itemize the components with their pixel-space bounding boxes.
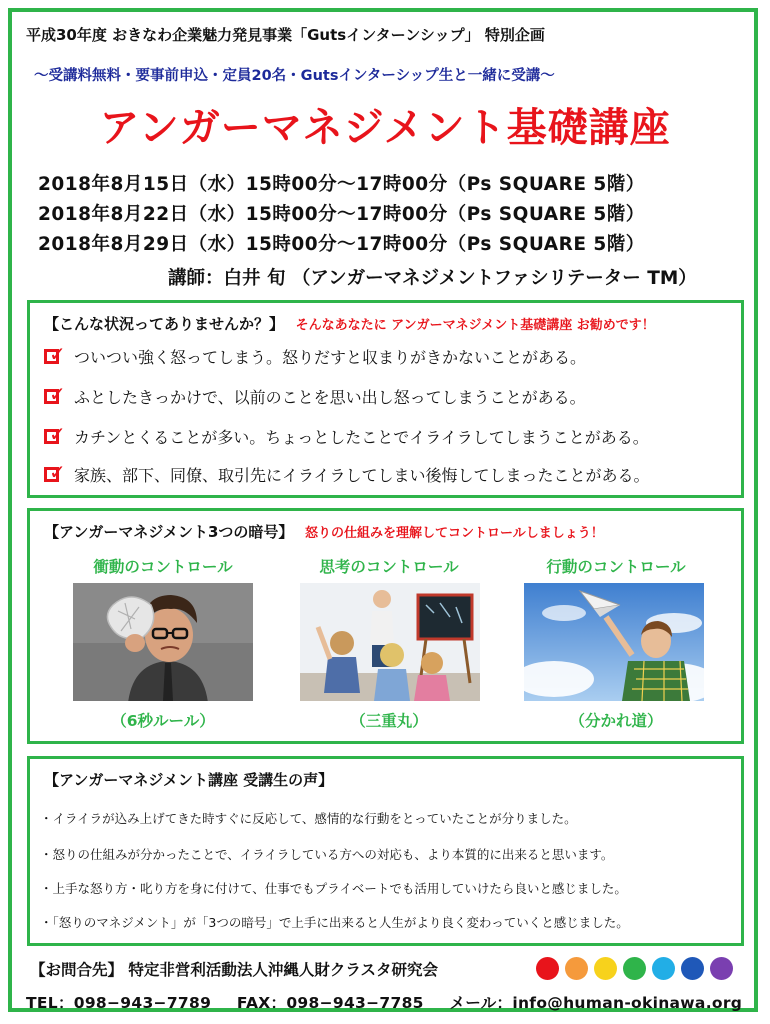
logo-dot <box>565 957 588 980</box>
testimonial-item: ・上手な怒り方・叱り方を身に付けて、仕事でもプライベートでも活用していけたら良いと感じました。 <box>40 881 627 896</box>
schedule-date-3: 2018年8月29日（水）15時00分〜17時00分（Ps SQUARE 5階） <box>38 234 645 255</box>
code-caption-thinking: （三重丸） <box>350 712 428 730</box>
page-title: アンガーマネジメント基礎講座 <box>99 105 671 151</box>
situations-recommend: そんなあなたに アンガーマネジメント基礎講座 お勧めです！ <box>295 318 655 333</box>
situations-heading: 【こんな状況ってありませんか？】 <box>44 315 285 333</box>
organization-name: 特定非営利活動法人沖縄人財クラスタ研究会 <box>128 961 438 979</box>
list-item-text: カチンとくることが多い。ちょっとしたことでイライラしてしまうことがある。 <box>74 428 649 447</box>
list-item <box>44 341 587 368</box>
code-caption-impulse: （6秒ルール） <box>111 712 215 730</box>
logo-dot <box>681 957 704 980</box>
list-item-text: ついつい強く怒ってしまう。怒りだすと収まりがきかないことがある。 <box>74 348 587 367</box>
code-title-impulse: 衝動のコントロール <box>93 558 233 576</box>
codes-header <box>44 521 604 542</box>
checkbox-icon: ✓ <box>44 426 66 448</box>
testimonial-item: ・イライラが込み上げてきた時すぐに反応して、感情的な行動をとっていたことが分りました。 <box>40 811 577 826</box>
logo-dot <box>623 957 646 980</box>
testimonials-heading: 【アンガーマネジメント講座 受講生の声】 <box>44 771 334 789</box>
fax-number: FAX：098−943−7785 <box>236 994 424 1012</box>
situations-box <box>27 300 744 498</box>
code-title-thinking: 思考のコントロール <box>319 558 459 576</box>
list-item-text: ふとしたきっかけで、以前のことを思い出し怒ってしまうことがある。 <box>74 388 586 407</box>
testimonials-box <box>27 756 744 946</box>
checkbox-icon: ✓ <box>44 346 66 368</box>
list-item-text: 家族、部下、同僚、取引先にイライラしてしまい後悔してしまったことがある。 <box>74 466 650 485</box>
testimonial-item: ・怒りの仕組みが分かったことで、イライラしている方への対応も、より本質的に出来ると思います。 <box>40 847 614 862</box>
organization-logo-dots <box>536 957 733 980</box>
lecturer: 講師：白井 旬 （アンガーマネジメントファシリテーター TM） <box>168 268 697 289</box>
checkbox-icon: ✓ <box>44 386 66 408</box>
email-address[interactable]: メール：info@human-okinawa.org <box>449 994 743 1012</box>
situations-header <box>44 313 655 334</box>
contact-label: 【お問合先】 <box>30 961 124 979</box>
code-caption-action: （分かれ道） <box>569 712 663 730</box>
schedule-date-1: 2018年8月15日（水）15時00分〜17時00分（Ps SQUARE 5階） <box>38 174 645 195</box>
logo-dot <box>652 957 675 980</box>
contact-numbers <box>26 991 762 1013</box>
list-item <box>44 381 586 408</box>
event-line: 平成30年度 おきなわ企業魅力発見事業「Gutsインターンシップ」 特別企画 <box>26 26 545 44</box>
boy-paper-plane-photo <box>524 583 704 701</box>
checkbox-icon: ✓ <box>44 464 66 486</box>
phone-number: TEL：098−943−7789 <box>26 994 212 1012</box>
logo-dot <box>710 957 733 980</box>
code-title-action: 行動のコントロール <box>546 558 686 576</box>
logo-dot <box>536 957 559 980</box>
codes-heading: 【アンガーマネジメント3つの暗号】 <box>44 523 294 541</box>
schedule-date-2: 2018年8月22日（水）15時00分〜17時00分（Ps SQUARE 5階） <box>38 204 645 225</box>
contact-organization <box>30 958 438 980</box>
boy-crumpled-paper-photo <box>73 583 253 701</box>
three-codes-box <box>27 508 744 744</box>
list-item <box>44 421 649 448</box>
testimonial-item: ・「怒りのマネジメント」が「3つの暗号」で上手に出来ると人生がより良く変わっていくと感じました。 <box>40 915 629 930</box>
testimonials-header <box>44 769 333 790</box>
classroom-children-photo <box>300 583 480 701</box>
codes-tagline: 怒りの仕組みを理解してコントロールしましょう！ <box>304 526 604 541</box>
list-item <box>44 459 650 486</box>
logo-dot <box>594 957 617 980</box>
conditions-line: 〜受講料無料・要事前申込・定員20名・Gutsインターシップ生と一緒に受講〜 <box>34 68 555 84</box>
